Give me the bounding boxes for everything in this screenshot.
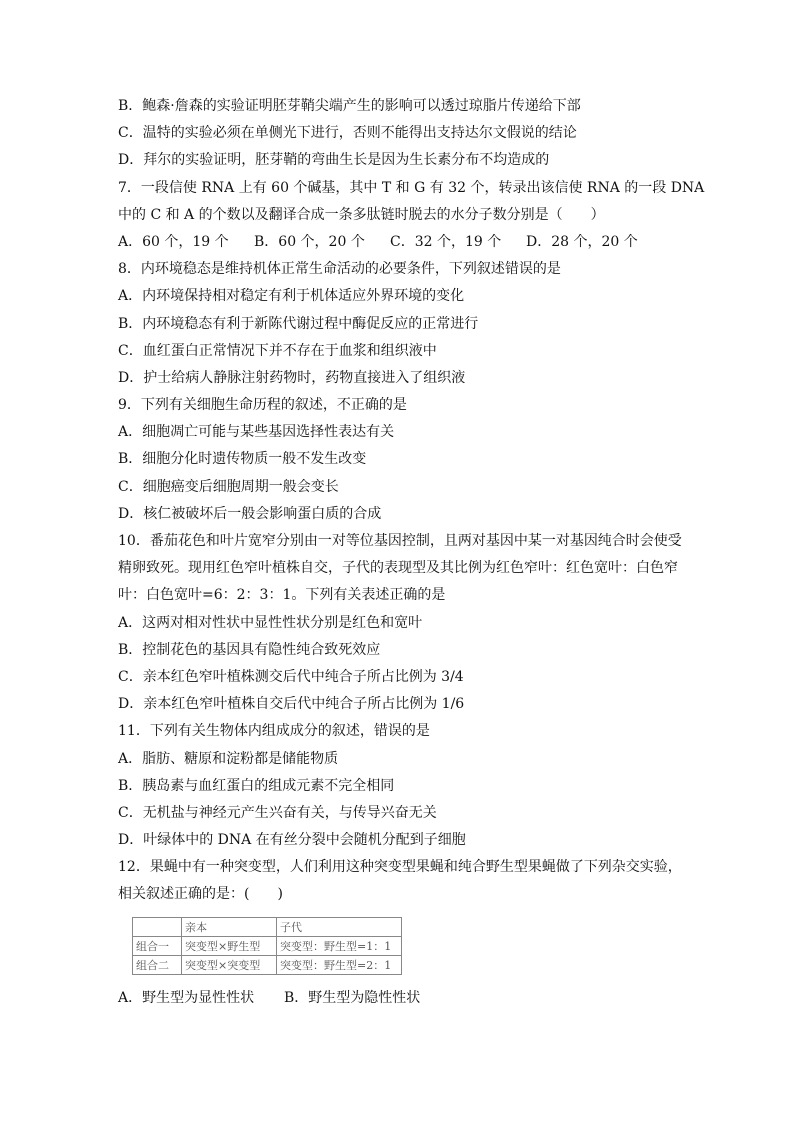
option-a: A．脂肪、糖原和淀粉都是储能物质 [118, 750, 339, 767]
option-b: B．控制花色的基因具有隐性纯合致死效应 [118, 641, 381, 658]
option-d: D．28 个，20 个 [526, 233, 638, 250]
question-10-stem-cont: 精卵致死。现用红色窄叶植株自交，子代的表现型及其比例为红色窄叶：红色宽叶：白色窄 [118, 560, 678, 577]
text-line: C．温特的实验必须在单侧光下进行，否则不能得出支持达尔文假说的结论 [118, 125, 577, 142]
table-cell: 组合二 [133, 955, 182, 974]
table-row [133, 955, 402, 974]
option-b: B．野生型为隐性性状 [284, 989, 421, 1006]
question-12-options [118, 985, 698, 1012]
table-cell: 突变型：野生型=2：1 [277, 955, 402, 974]
option-b: B．细胞分化时遗传物质一般不发生改变 [118, 451, 367, 468]
option-b: B．胰岛素与血红蛋白的组成元素不完全相同 [118, 777, 395, 794]
question-12-stem-cont: 相关叙述正确的是：( ) [118, 886, 283, 903]
question-8-stem: 8．内环境稳态是维持机体正常生命活动的必要条件，下列叙述错误的是 [118, 261, 561, 278]
option-d: D．护士给病人静脉注射药物时，药物直接进入了组织液 [118, 369, 466, 386]
option-c: C．亲本红色窄叶植株测交后代中纯合子所占比例为 3/4 [118, 668, 464, 685]
option-b: B．内环境稳态有利于新陈代谢过程中酶促反应的正常进行 [118, 315, 479, 332]
question-9-stem: 9．下列有关细胞生命历程的叙述，不正确的是 [118, 397, 407, 414]
option-c: C．无机盐与神经元产生兴奋有关，与传导兴奋无关 [118, 804, 437, 821]
option-c: C．32 个，19 个 [390, 233, 502, 250]
question-7-stem: 7．一段信使 RNA 上有 60 个碱基，其中 T 和 G 有 32 个，转录出该信使 RNA 的一段 DNA [118, 179, 705, 196]
table-header-cell: 亲本 [182, 917, 277, 936]
option-a: A．野生型为显性性状 [118, 989, 255, 1006]
question-12-stem: 12．果蝇中有一种突变型，人们利用这种突变型果蝇和纯合野生型果蝇做了下列杂交实验， [118, 859, 682, 876]
question-7-options [118, 229, 698, 256]
option-c: C．细胞癌变后细胞周期一般会变长 [118, 478, 339, 495]
table-cell: 突变型：野生型=1：1 [277, 936, 402, 955]
question-10-stem-cont: 叶：白色宽叶=6：2：3：1。下列有关表述正确的是 [118, 587, 446, 604]
option-a: A．内环境保持相对稳定有利于机体适应外界环境的变化 [118, 288, 465, 305]
option-a: A．这两对相对性状中显性性状分别是红色和宽叶 [118, 614, 423, 631]
exam-content [118, 93, 705, 1012]
question-11-stem: 11．下列有关生物体内组成成分的叙述，错误的是 [118, 723, 430, 740]
table-cell: 突变型×野生型 [182, 936, 277, 955]
cross-results-table [132, 917, 402, 975]
option-a: A．60 个，19 个 [118, 233, 229, 250]
table-header-cell: 子代 [277, 917, 402, 936]
option-d: D．叶绿体中的 DNA 在有丝分裂中会随机分配到子细胞 [118, 832, 466, 849]
table-cell: 突变型×突变型 [182, 955, 277, 974]
table-cell: 组合一 [133, 936, 182, 955]
text-line: D．拜尔的实验证明，胚芽鞘的弯曲生长是因为生长素分布不均造成的 [118, 152, 550, 169]
option-b: B．60 个，20 个 [254, 233, 365, 250]
table-header-row [133, 917, 402, 936]
text-line: B．鲍森·詹森的实验证明胚芽鞘尖端产生的影响可以透过琼脂片传递给下部 [118, 98, 581, 114]
option-d: D．核仁被破坏后一般会影响蛋白质的合成 [118, 505, 382, 522]
question-10-stem: 10．番茄花色和叶片宽窄分别由一对等位基因控制，且两对基因中某一对基因纯合时会使受 [118, 533, 682, 549]
option-a: A．细胞凋亡可能与某些基因选择性表达有关 [118, 424, 395, 441]
option-d: D．亲本红色窄叶植株自交后代中纯合子所占比例为 1/6 [118, 696, 465, 713]
question-7-stem-cont: 中的 C 和 A 的个数以及翻译合成一条多肽链时脱去的水分子数分别是（ ） [118, 206, 605, 223]
table-header-cell [133, 917, 182, 936]
table-row [133, 936, 402, 955]
option-c: C．血红蛋白正常情况下并不存在于血浆和组织液中 [118, 342, 437, 359]
